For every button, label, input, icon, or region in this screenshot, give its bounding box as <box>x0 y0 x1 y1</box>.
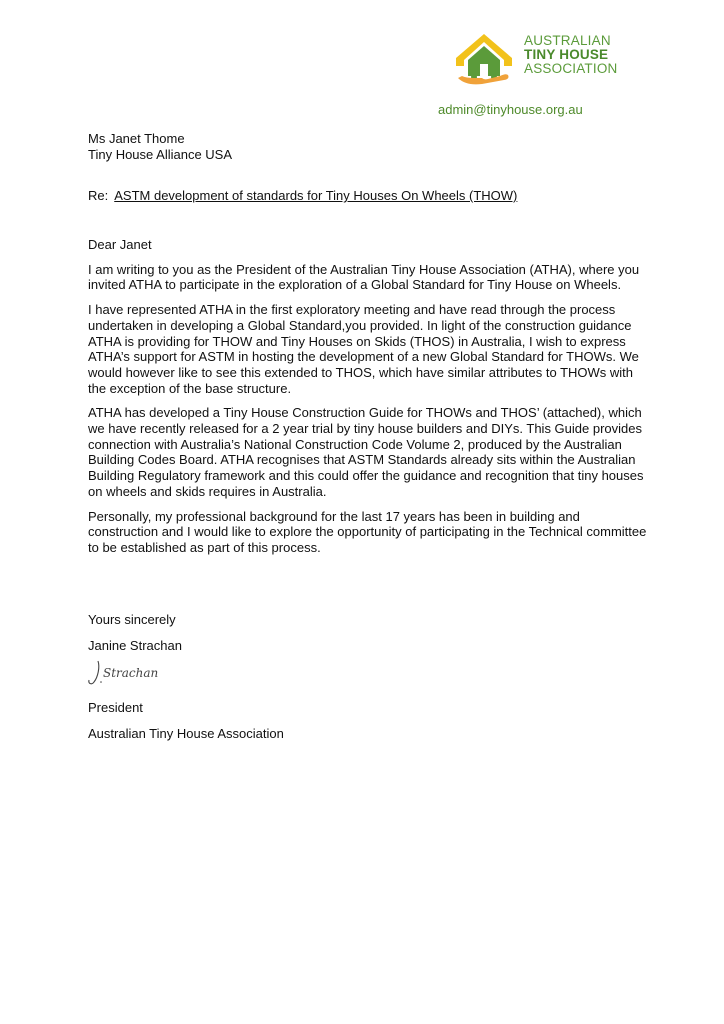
handwritten-signature <box>84 655 174 689</box>
signatory-name: Janine Strachan <box>88 638 182 653</box>
logo-line-2: TINY HOUSE <box>524 47 609 62</box>
recipient-name: Ms Janet Thome <box>88 131 185 146</box>
logo-wordmark <box>524 34 617 76</box>
body-paragraph: I have represented ATHA in the first exploratory meeting and have read through the process undertaken in developing a Global Standard,you provided. In light of the construction guidance ATHA is providing for THOW and Tiny Houses on Skids (THOS) in Australia, I wish to express ATHA’s support for ASTM in hosting the development of a new Global Standard for THOWs. We would however like to see this extended to THOS, which have similar attributes to THOWs with the exception of the base structure. <box>88 302 639 396</box>
subject-line <box>88 188 517 203</box>
subject-prefix: Re: <box>88 188 109 203</box>
body-paragraph: ATHA has developed a Tiny House Construction Guide for THOWs and THOS’ (attached), which we have recently released for a 2 year trial by tiny house builders and DIYs. This Guide provides connection with Australia’s National Construction Code Volume 2, produced by the Australian Building Codes Board. ATHA recognises that ASTM Standards already sits within the Australian Building Regulatory framework and this could offer the guidance and recognition that tiny houses on wheels and skids requires in Australia. <box>88 405 644 499</box>
body-paragraph: Personally, my professional background for the last 17 years has been in building and construction and I would like to explore the opportunity of participating in the Technical committee to be established as part of this process. <box>88 508 647 555</box>
recipient-address <box>88 131 232 163</box>
body-paragraph: I am writing to you as the President of the Australian Tiny House Association (ATHA), where you invited ATHA to participate in the exploration of a Global Standard for Tiny House on Wheels. <box>88 261 640 293</box>
logo-line-1: AUSTRALIAN <box>524 33 611 48</box>
recipient-org: Tiny House Alliance USA <box>88 147 233 162</box>
svg-text:Strachan: Strachan <box>103 666 159 680</box>
letter-closing <box>88 612 182 654</box>
contact-email[interactable]: admin@tinyhouse.org.au <box>438 102 583 117</box>
signatory-organisation: Australian Tiny House Association <box>88 726 284 741</box>
logo-line-3: ASSOCIATION <box>524 61 618 76</box>
subject-text: ASTM development of standards for Tiny Houses On Wheels (THOW) <box>114 188 518 203</box>
valediction: Yours sincerely <box>88 612 176 627</box>
letter-body <box>88 237 648 565</box>
signatory-title: President <box>88 700 143 715</box>
association-logo <box>452 28 632 88</box>
tiny-house-logo-icon <box>452 28 516 88</box>
salutation: Dear Janet <box>88 237 152 252</box>
